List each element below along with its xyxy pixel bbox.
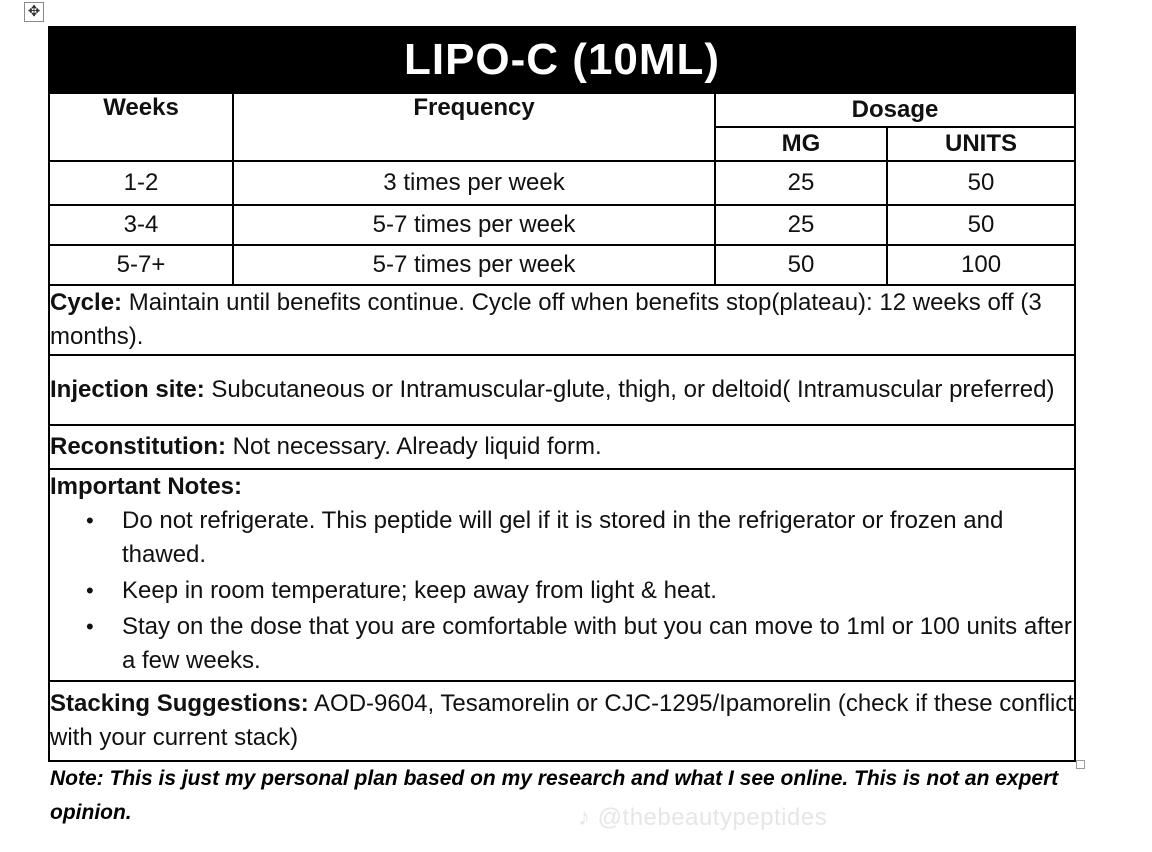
cell-units: 100: [887, 245, 1075, 285]
cell-weeks: 5-7+: [49, 245, 233, 285]
list-item: [86, 574, 1074, 608]
cycle-text: Maintain until benefits continue. Cycle off when benefits stop(plateau): 12 weeks off (3 months).: [50, 289, 1042, 350]
header-mg: MG: [715, 127, 887, 161]
watermark-handle: @thebeautypeptides: [597, 804, 828, 831]
cell-units: 50: [887, 161, 1075, 205]
cell-mg: 25: [715, 161, 887, 205]
cycle-label: Cycle:: [50, 289, 123, 316]
list-item-text: Keep in room temperature; keep away from light & heat.: [122, 577, 717, 604]
stacking-text: AOD-9604, Tesamorelin or CJC-1295/Ipamorelin (check if these conflict with your current stack): [50, 690, 1074, 751]
cell-weeks: 1-2: [49, 161, 233, 205]
injection-site-row: [49, 355, 1075, 425]
tiktok-logo-icon: ♪: [578, 804, 591, 831]
important-notes-list: [50, 504, 1074, 678]
bullet-icon: •: [86, 508, 94, 533]
watermark: [578, 804, 827, 832]
list-item: [86, 610, 1074, 678]
reconstitution-label: Reconstitution:: [50, 433, 226, 460]
reconstitution-row: [49, 425, 1075, 469]
dosage-table: [48, 26, 1076, 762]
cell-mg: 50: [715, 245, 887, 285]
list-item-text: Do not refrigerate. This peptide will gel if it is stored in the refrigerator or frozen and thawed.: [122, 507, 1004, 568]
stacking-label: Stacking Suggestions:: [50, 690, 309, 717]
bullet-icon: •: [86, 578, 94, 603]
cell-frequency: 5-7 times per week: [233, 205, 715, 245]
reconstitution-text: Not necessary. Already liquid form.: [225, 433, 602, 460]
cell-mg: 25: [715, 205, 887, 245]
stacking-row: [49, 681, 1075, 761]
header-frequency: Frequency: [233, 93, 715, 161]
injection-site-text: Subcutaneous or Intramuscular-glute, thigh, or deltoid( Intramuscular preferred): [204, 376, 1055, 403]
table-move-handle-icon[interactable]: ✥: [24, 2, 44, 22]
footnote: Note: This is just my personal plan based on my research and what I see online. This is not an expert opinion.: [50, 767, 1059, 824]
table-row: [49, 205, 1075, 245]
header-units: UNITS: [887, 127, 1075, 161]
table-row: [49, 161, 1075, 205]
table-title: LIPO-C (10ML): [49, 27, 1075, 93]
list-item-text: Stay on the dose that you are comfortable with but you can move to 1ml or 100 units after a few weeks.: [122, 613, 1072, 674]
important-notes-label: Important Notes:: [50, 473, 242, 500]
cell-frequency: 5-7 times per week: [233, 245, 715, 285]
cell-units: 50: [887, 205, 1075, 245]
cell-frequency: 3 times per week: [233, 161, 715, 205]
table-row: [49, 245, 1075, 285]
header-dosage: Dosage: [715, 93, 1075, 127]
header-weeks: Weeks: [49, 93, 233, 161]
cell-weeks: 3-4: [49, 205, 233, 245]
list-item: [86, 504, 1074, 572]
injection-site-label: Injection site:: [50, 376, 205, 403]
bullet-icon: •: [86, 614, 94, 639]
important-notes-row: [49, 469, 1075, 681]
cycle-row: [49, 285, 1075, 355]
